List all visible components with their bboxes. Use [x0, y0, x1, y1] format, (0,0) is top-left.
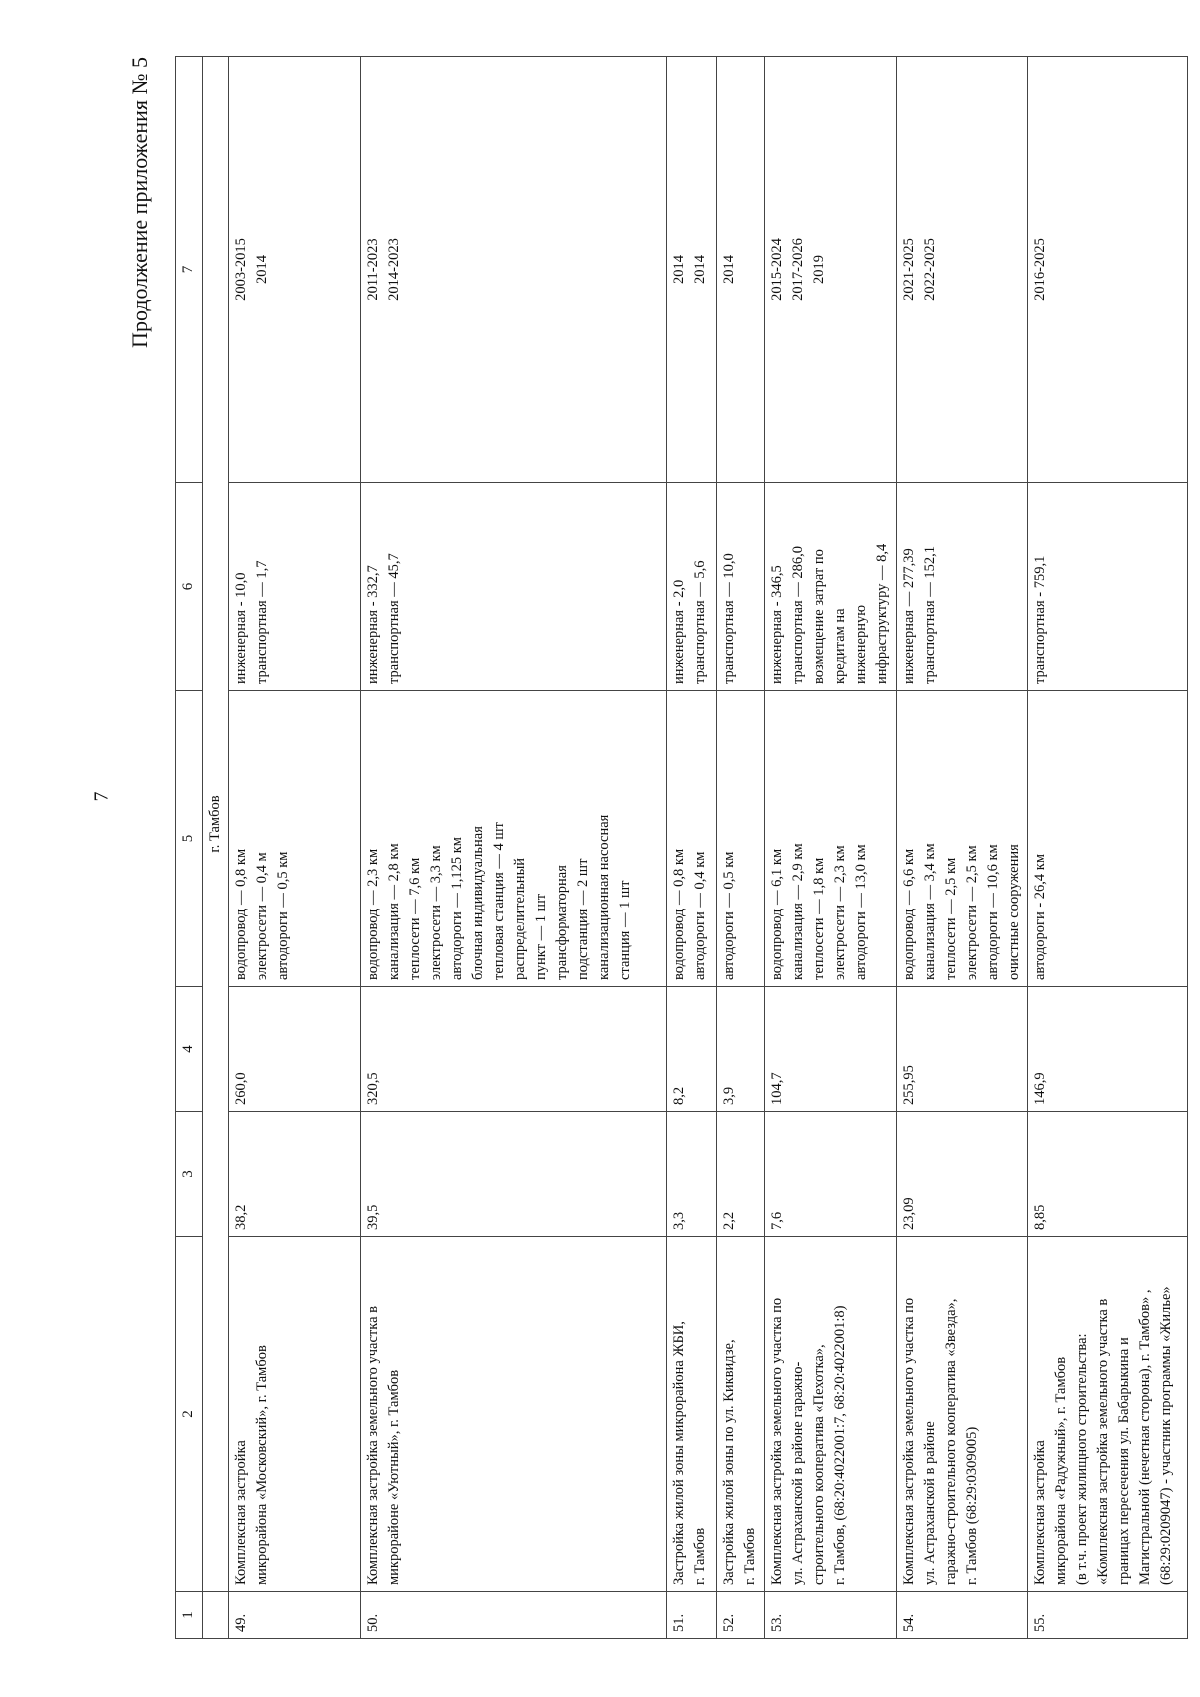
financing-list: инженерная - 10,0 транспортная — 1,7	[229, 483, 361, 691]
area-value: 2,2	[717, 1112, 765, 1237]
table-row	[229, 57, 361, 1639]
column-numbers-row	[176, 57, 203, 1639]
row-number: 53.	[765, 1592, 897, 1639]
table-row	[667, 57, 717, 1639]
region-row	[203, 57, 229, 1639]
object-name: Комплексная застройка микрорайона «Московский», г. Тамбов	[229, 1237, 361, 1592]
object-name: Комплексная застройка земельного участка в микрорайоне «Уютный», г. Тамбов	[361, 1237, 667, 1592]
area-value: 39,5	[361, 1112, 667, 1237]
data-table	[175, 56, 1188, 1639]
period-value: 2014	[717, 57, 765, 483]
cost-value: 255,95	[897, 987, 1028, 1112]
infrastructure-list: водопровод — 6,1 км канализация — 2,9 км теплосети — 1,8 км электросети — 2,3 км автодороги — 13,0 км	[765, 691, 897, 987]
cost-value: 8,2	[667, 987, 717, 1112]
period-value: 2016-2025	[1028, 57, 1188, 483]
row-number: 52.	[717, 1592, 765, 1639]
financing-list: транспортная - 759,1	[1028, 483, 1188, 691]
row-number: 50.	[361, 1592, 667, 1639]
region-label: г. Тамбов	[203, 57, 229, 1592]
rotated-page-content	[120, 57, 1174, 1639]
infrastructure-list: автодороги - 26,4 км	[1028, 691, 1188, 987]
column-header: 5	[176, 691, 203, 987]
infrastructure-list: водопровод — 0,8 км электросети — 0,4 м автодороги — 0,5 км	[229, 691, 361, 987]
document-title: Продолжение приложения № 5	[127, 57, 152, 348]
area-value: 38,2	[229, 1112, 361, 1237]
row-number: 55.	[1028, 1592, 1188, 1639]
infrastructure-list: водопровод — 2,3 км канализация — 2,8 км теплосети — 7,6 км электросети — 3,3 км автодороги — 1,125 км блочная индивидуальная тепловая станция — 4 шт распределительный пункт — 1 шт трансформаторная подстанция — 2 шт канализационная насосная станция — 1 шт	[361, 691, 667, 987]
period-value: 2003-2015 2014	[229, 57, 361, 483]
table-row	[717, 57, 765, 1639]
period-value: 2011-2023 2014-2023	[361, 57, 667, 483]
object-name: Застройка жилой зоны по ул. Киквидзе, г. Тамбов	[717, 1237, 765, 1592]
page-number-text: 7	[90, 791, 113, 802]
cost-value: 3,9	[717, 987, 765, 1112]
rotated-page	[120, 57, 1174, 1639]
infrastructure-list: водопровод — 6,6 км канализация — 3,4 км теплосети — 2,5 км электросети — 2,5 км автодороги — 10,6 км очистные сооружения	[897, 691, 1028, 987]
column-header: 7	[176, 57, 203, 483]
column-header: 6	[176, 483, 203, 691]
object-name: Комплексная застройка земельного участка по ул. Астраханской в районе гаражно-строительного кооператива «Звезда», г. Тамбов (68:29:0309005)	[897, 1237, 1028, 1592]
cost-value: 104,7	[765, 987, 897, 1112]
object-name: Застройка жилой зоны микрорайона ЖБИ, г. Тамбов	[667, 1237, 717, 1592]
column-header: 4	[176, 987, 203, 1112]
table-row	[897, 57, 1028, 1639]
object-name: Комплексная застройка микрорайона «Радужный», г. Тамбов (в т.ч. проект жилищного строительства: «Комплексная застройка земельного участка в границах пересечения ул. Бабарыкина и Магистральной (нечетная сторона), г. Тамбов» , (68:29:0209047) - участник программы «Жилье»	[1028, 1237, 1188, 1592]
row-number: 54.	[897, 1592, 1028, 1639]
financing-list: транспортная — 10,0	[717, 483, 765, 691]
cost-value: 146,9	[1028, 987, 1188, 1112]
financing-list: инженерная - 2,0 транспортная — 5,6	[667, 483, 717, 691]
table-row	[765, 57, 897, 1639]
period-value: 2015-2024 2017-2026 2019	[765, 57, 897, 483]
infrastructure-list: автодороги — 0,5 км	[717, 691, 765, 987]
area-value: 3,3	[667, 1112, 717, 1237]
column-header: 1	[176, 1592, 203, 1639]
period-value: 2014 2014	[667, 57, 717, 483]
period-value: 2021-2025 2022-2025	[897, 57, 1028, 483]
region-cell-empty	[203, 1592, 229, 1639]
area-value: 23,09	[897, 1112, 1028, 1237]
financing-list: инженерная - 346,5 транспортная — 286,0 возмещение затрат по кредитам на инженерную инфраструктуру — 8,4	[765, 483, 897, 691]
area-value: 7,6	[765, 1112, 897, 1237]
column-header: 3	[176, 1112, 203, 1237]
table-row	[1028, 57, 1188, 1639]
financing-list: инженерная — 277,39 транспортная — 152,1	[897, 483, 1028, 691]
column-header: 2	[176, 1237, 203, 1592]
cost-value: 260,0	[229, 987, 361, 1112]
area-value: 8,85	[1028, 1112, 1188, 1237]
page-number	[90, 785, 114, 808]
row-number: 49.	[229, 1592, 361, 1639]
cost-value: 320,5	[361, 987, 667, 1112]
row-number: 51.	[667, 1592, 717, 1639]
object-name: Комплексная застройка земельного участка по ул. Астраханской в районе гаражно- строительного кооператива «Пехотка», г. Тамбов, (68:20:4022001:7, 68:20:4022001:8)	[765, 1237, 897, 1592]
infrastructure-list: водопровод — 0,8 км автодороги — 0,4 км	[667, 691, 717, 987]
table-row	[361, 57, 667, 1639]
financing-list: инженерная - 332,7 транспортная — 45,7	[361, 483, 667, 691]
